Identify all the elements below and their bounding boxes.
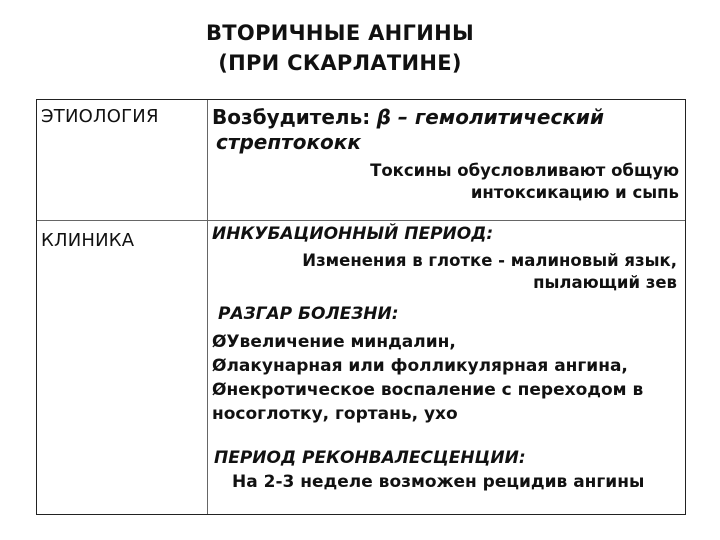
peak-item-1: ØУвеличение миндалин, — [212, 332, 456, 352]
peak-item-2: Øлакунарная или фолликулярная ангина, — [212, 356, 628, 376]
arrow-bullet-icon: Ø — [212, 380, 227, 400]
incubation-line-2: пылающий зев — [533, 273, 677, 292]
agent-value-continued: стрептококк — [216, 130, 361, 154]
convalescence-heading: ПЕРИОД РЕКОНВАЛЕСЦЕНЦИИ: — [214, 448, 526, 468]
peak-heading: РАЗГАР БОЛЕЗНИ: — [218, 304, 399, 324]
toxins-line-2: интоксикацию и сыпь — [470, 183, 679, 202]
agent-line — [212, 104, 679, 130]
agent-label: Возбудитель: — [212, 105, 371, 129]
clinic-label: КЛИНИКА — [41, 230, 135, 251]
title-line-2: (ПРИ СКАРЛАТИНЕ) — [218, 51, 462, 75]
convalescence-text: На 2-3 неделе возможен рецидив ангины — [232, 472, 645, 492]
peak-item-3: Øнекротическое воспаление с переходом в — [212, 380, 644, 400]
incubation-heading: ИНКУБАЦИОННЫЙ ПЕРИОД: — [212, 224, 494, 244]
info-table — [36, 99, 686, 515]
peak-item-3-continued: носоглотку, гортань, ухо — [212, 404, 458, 424]
incubation-line-1: Изменения в глотке - малиновый язык, — [302, 251, 677, 270]
toxins-text — [212, 160, 679, 204]
title-line-1: ВТОРИЧНЫЕ АНГИНЫ — [205, 21, 475, 45]
column-divider — [207, 100, 208, 514]
clinic-content — [212, 222, 677, 494]
peak-list — [212, 330, 677, 426]
agent-value: β – гемолитический — [376, 105, 604, 129]
etiology-content — [212, 104, 679, 204]
arrow-bullet-icon: Ø — [212, 356, 227, 376]
slide-title — [0, 18, 720, 78]
toxins-line-1: Токсины обусловливают общую — [370, 161, 679, 180]
row-divider — [37, 220, 685, 221]
arrow-bullet-icon: Ø — [212, 332, 227, 352]
incubation-text — [212, 250, 677, 294]
etiology-label: ЭТИОЛОГИЯ — [41, 106, 159, 127]
